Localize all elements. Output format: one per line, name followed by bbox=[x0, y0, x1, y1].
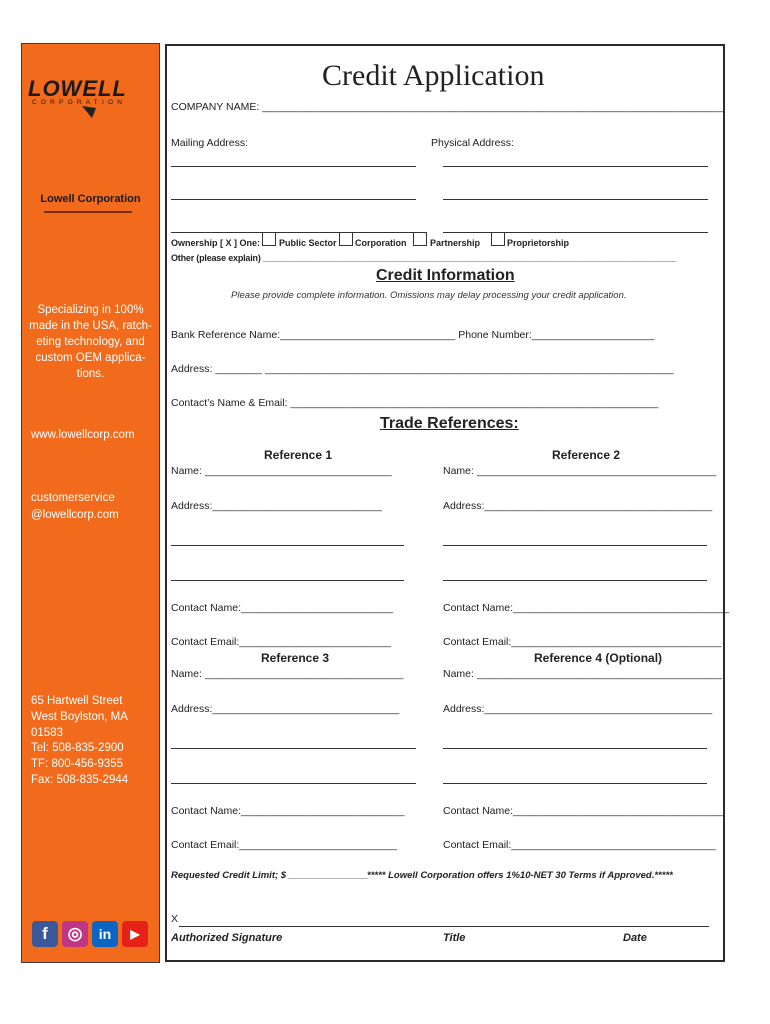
sidebar-specializing: Specializing in 100% made in the USA, ratch-eting technology, and custom OEM applica-tions. bbox=[29, 304, 152, 380]
sidebar-address-3: 01583 bbox=[31, 727, 63, 739]
sidebar-website[interactable]: www.lowellcorp.com bbox=[31, 429, 135, 441]
page-title: Credit Application bbox=[322, 59, 545, 92]
ref3-contact-email-field[interactable]: Contact Email:___________________________ bbox=[171, 839, 397, 851]
reference-4-heading: Reference 4 (Optional) bbox=[534, 651, 663, 665]
youtube-icon[interactable]: ▶ bbox=[122, 921, 148, 947]
authorized-signature-label: Authorized Signature bbox=[171, 932, 283, 944]
terms-notice: ***** Lowell Corporation offers 1%10-NET 30 Terms if Approved.***** bbox=[367, 870, 673, 881]
signature-x-mark: X bbox=[171, 913, 179, 925]
checkbox-corporation[interactable] bbox=[339, 232, 353, 246]
ref2-contact-name-field[interactable]: Contact Name:_____________________________________ bbox=[443, 602, 730, 614]
reference-1-heading: Reference 1 bbox=[264, 448, 333, 462]
sidebar-address-2: West Boylston, MA bbox=[31, 711, 128, 723]
checkbox-public-sector[interactable] bbox=[262, 232, 276, 246]
ref1-contact-name-field[interactable]: Contact Name:__________________________ bbox=[171, 602, 393, 614]
ref3-contact-name-field[interactable]: Contact Name:____________________________ bbox=[171, 805, 405, 817]
trade-references-heading: Trade References: bbox=[380, 415, 519, 432]
ref4-address-line-3[interactable] bbox=[443, 783, 707, 784]
bank-reference-field[interactable]: Bank Reference Name:______________________________ Phone Number:_____________________ bbox=[171, 329, 655, 341]
title-label: Title bbox=[443, 932, 466, 944]
ref4-address-line-2[interactable] bbox=[443, 748, 707, 749]
physical-address-label: Physical Address: bbox=[431, 137, 514, 149]
ref2-address-field[interactable]: Address:_______________________________________ bbox=[443, 500, 713, 512]
option-proprietorship: Proprietorship bbox=[507, 238, 570, 248]
bank-address-field[interactable]: Address: ________ ______________________________________________________________________ bbox=[171, 363, 674, 375]
ref3-address-line-2[interactable] bbox=[171, 748, 416, 749]
option-corporation: Corporation bbox=[355, 238, 407, 248]
instagram-icon[interactable]: ◎ bbox=[62, 921, 88, 947]
ref1-address-line-2[interactable] bbox=[171, 545, 404, 546]
checkbox-partnership[interactable] bbox=[413, 232, 427, 246]
sidebar-fax: Fax: 508-835-2944 bbox=[31, 774, 129, 786]
physical-address-line-2[interactable] bbox=[443, 199, 708, 200]
mailing-address-label: Mailing Address: bbox=[171, 137, 249, 149]
date-label: Date bbox=[623, 932, 647, 944]
physical-address-line-3[interactable] bbox=[443, 232, 708, 233]
sidebar-company-name: Lowell Corporation bbox=[40, 193, 141, 205]
ref1-address-field[interactable]: Address:_____________________________ bbox=[171, 500, 382, 512]
ref1-address-line-3[interactable] bbox=[171, 580, 404, 581]
sidebar-email-2[interactable]: @lowellcorp.com bbox=[31, 509, 119, 521]
ref4-name-field[interactable]: Name: __________________________________________ bbox=[443, 668, 723, 680]
ref1-contact-email-field[interactable]: Contact Email:__________________________ bbox=[171, 636, 392, 648]
contact-name-email-field[interactable]: Contact’s Name & Email: _______________________________________________________________ bbox=[171, 397, 659, 409]
checkbox-proprietorship[interactable] bbox=[491, 232, 505, 246]
social-icons bbox=[32, 921, 152, 949]
facebook-icon[interactable]: f bbox=[32, 921, 58, 947]
mailing-address-line-2[interactable] bbox=[171, 199, 416, 200]
credit-information-heading: Credit Information bbox=[376, 267, 515, 284]
company-name-field[interactable]: COMPANY NAME: _______________________________________________________________________________ bbox=[171, 101, 724, 113]
ref2-address-line-2[interactable] bbox=[443, 545, 707, 546]
option-partnership: Partnership bbox=[430, 238, 481, 248]
sidebar-address-1: 65 Hartwell Street bbox=[31, 695, 123, 707]
option-public-sector: Public Sector bbox=[279, 238, 337, 248]
reference-3-heading: Reference 3 bbox=[261, 651, 330, 665]
ref3-address-line-3[interactable] bbox=[171, 783, 416, 784]
ref4-contact-email-field[interactable]: Contact Email:___________________________________ bbox=[443, 839, 716, 851]
ref4-contact-name-field[interactable]: Contact Name:____________________________________ bbox=[443, 805, 724, 817]
ref1-name-field[interactable]: Name: ________________________________ bbox=[171, 465, 392, 477]
ref3-name-field[interactable]: Name: __________________________________ bbox=[171, 668, 404, 680]
credit-note: Please provide complete information. Omissions may delay processing your credit application. bbox=[231, 290, 627, 301]
ref2-name-field[interactable]: Name: _________________________________________ bbox=[443, 465, 717, 477]
requested-credit-limit-field[interactable]: Requested Credit Limit; $ _______________ bbox=[171, 870, 368, 881]
logo-subtext: CORPORATION bbox=[32, 99, 127, 106]
sidebar-email-1[interactable]: customerservice bbox=[31, 492, 115, 504]
lowell-logo bbox=[22, 76, 159, 126]
physical-address-line-1[interactable] bbox=[443, 166, 708, 167]
mailing-address-line-3[interactable] bbox=[171, 232, 416, 233]
ref3-address-field[interactable]: Address:________________________________ bbox=[171, 703, 400, 715]
ref4-address-field[interactable]: Address:_______________________________________ bbox=[443, 703, 713, 715]
linkedin-icon[interactable]: in bbox=[92, 921, 118, 947]
signature-line[interactable] bbox=[179, 926, 709, 927]
reference-2-heading: Reference 2 bbox=[552, 448, 621, 462]
ref2-address-line-3[interactable] bbox=[443, 580, 707, 581]
sidebar-divider bbox=[44, 211, 132, 213]
logo-text: LOWELL bbox=[28, 76, 127, 101]
other-explain-field[interactable]: Other (please explain) ______________________________________________________________________________________ bbox=[171, 253, 677, 263]
sidebar-tf: TF: 800-456-9355 bbox=[31, 758, 124, 770]
mailing-address-line-1[interactable] bbox=[171, 166, 416, 167]
ownership-label: Ownership [ X ] One: bbox=[171, 238, 261, 248]
sidebar-tel: Tel: 508-835-2900 bbox=[31, 742, 124, 754]
ref2-contact-email-field[interactable]: Contact Email:____________________________________ bbox=[443, 636, 722, 648]
